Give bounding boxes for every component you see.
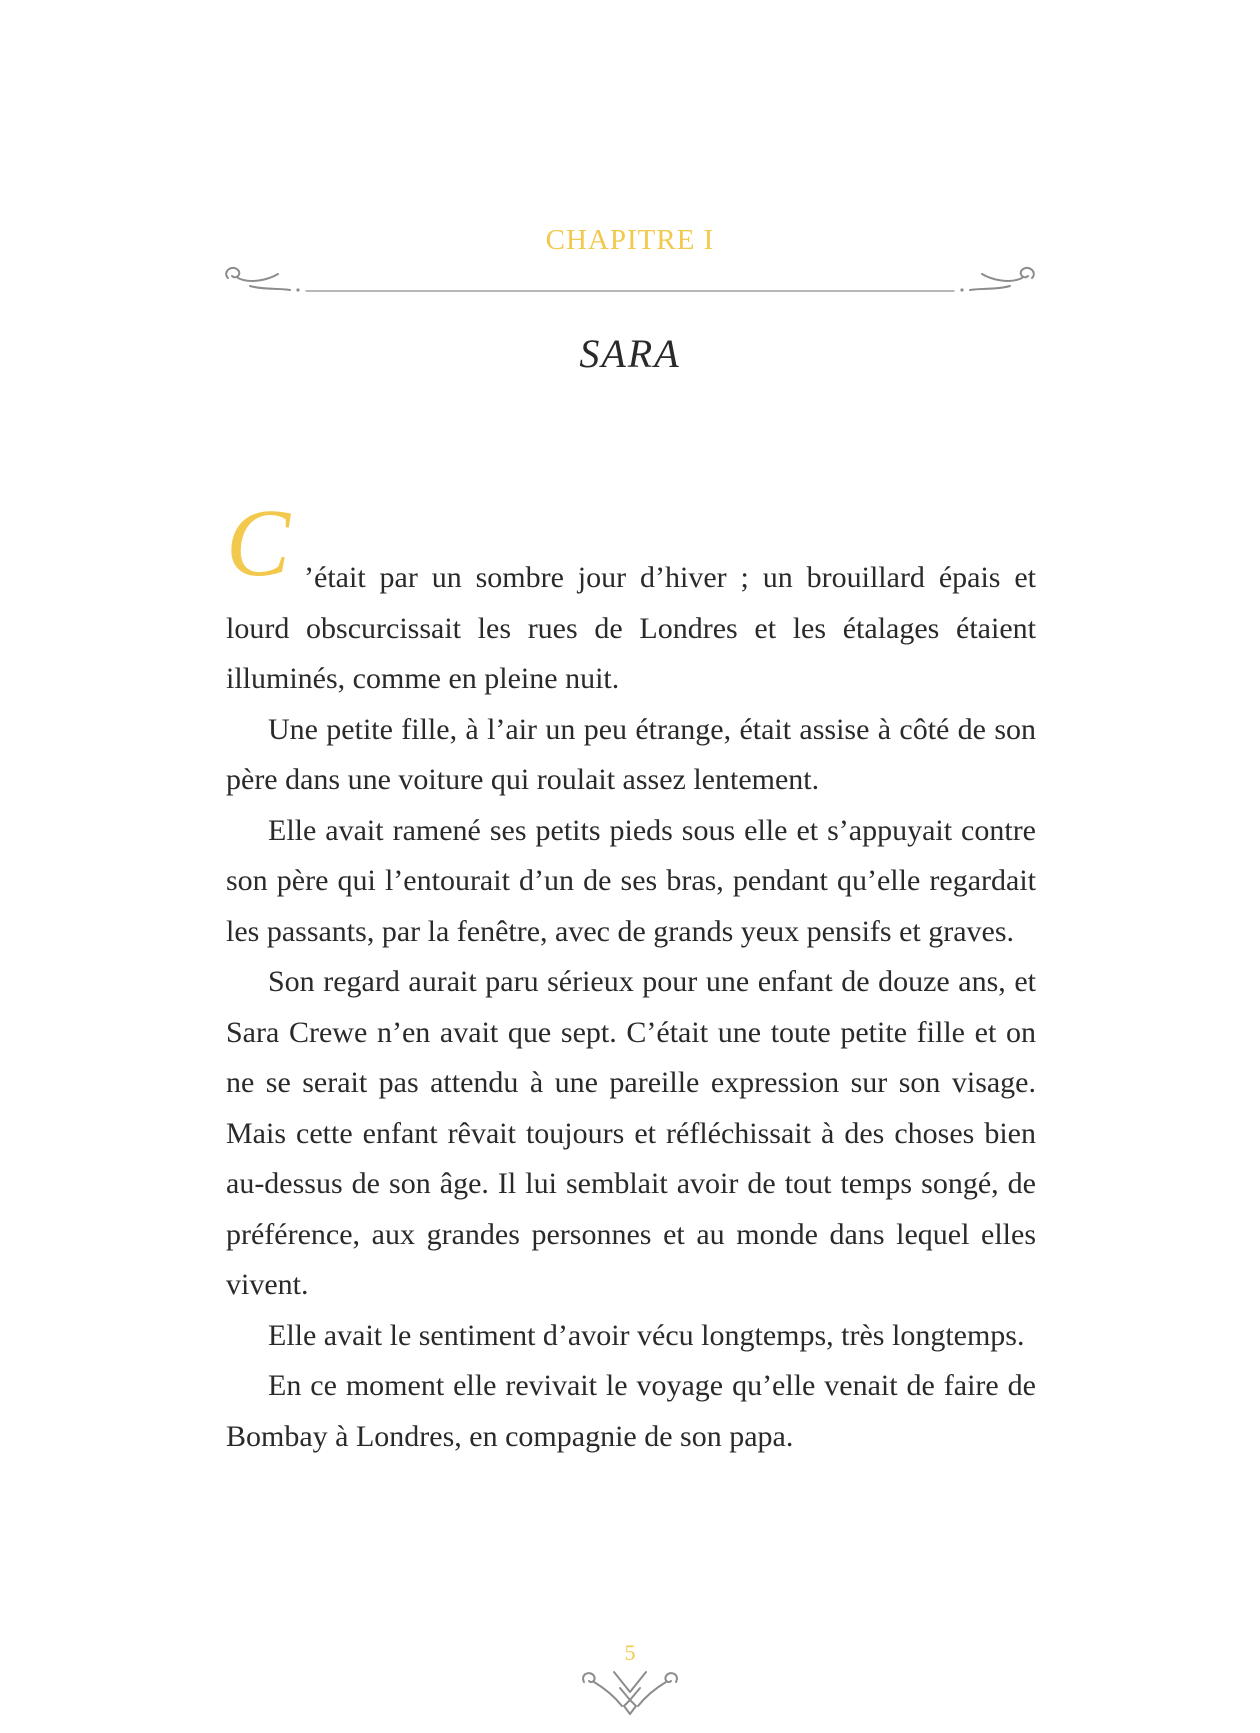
drop-cap: C bbox=[226, 489, 291, 596]
ornamental-rule-icon bbox=[220, 260, 1040, 300]
paragraph bbox=[226, 489, 1036, 705]
footer-ornament-icon bbox=[580, 1662, 680, 1718]
chapter-body bbox=[226, 489, 1036, 1462]
chapter-title: SARA bbox=[579, 331, 681, 376]
paragraph: Son regard aurait paru sérieux pour une enfant de douze ans, et Sara Crewe n’en avait que sept. C’était une toute petite fille et on ne se serait pas attendu à une pareille expression sur son visage. Mais cette enfant rêvait toujours et réfléchissait à des choses bien au-dessus de son âge. Il lui semblait avoir de tout temps songé, de préférence, aux grandes personnes et au monde dans lequel elles vivent. bbox=[226, 965, 1036, 1301]
paragraph: En ce moment elle revivait le voyage qu’elle venait de faire de Bombay à Londres, en compagnie de son papa. bbox=[226, 1369, 1036, 1453]
chapter-header bbox=[220, 222, 1040, 302]
paragraph: Elle avait ramené ses petits pieds sous elle et s’appuyait contre son père qui l’entourait d’un de ses bras, pendant qu’elle regardait les passants, par la fenêtre, avec de grands yeux pensifs et graves. bbox=[226, 813, 1036, 948]
paragraph: Une petite fille, à l’air un peu étrange, était assise à côté de son père dans une voiture qui roulait assez lentement. bbox=[226, 712, 1036, 796]
page-number: 5 bbox=[624, 1640, 636, 1665]
page-footer bbox=[570, 1640, 690, 1720]
paragraph-text: ’était par un sombre jour d’hiver ; un brouillard épais et lourd obscurcissait les rues de Londres et les étalages étaient illuminés, comme en pleine nuit. bbox=[226, 561, 1036, 695]
chapter-label: CHAPITRE I bbox=[545, 224, 715, 256]
paragraph: Elle avait le sentiment d’avoir vécu longtemps, très longtemps. bbox=[268, 1318, 1025, 1352]
